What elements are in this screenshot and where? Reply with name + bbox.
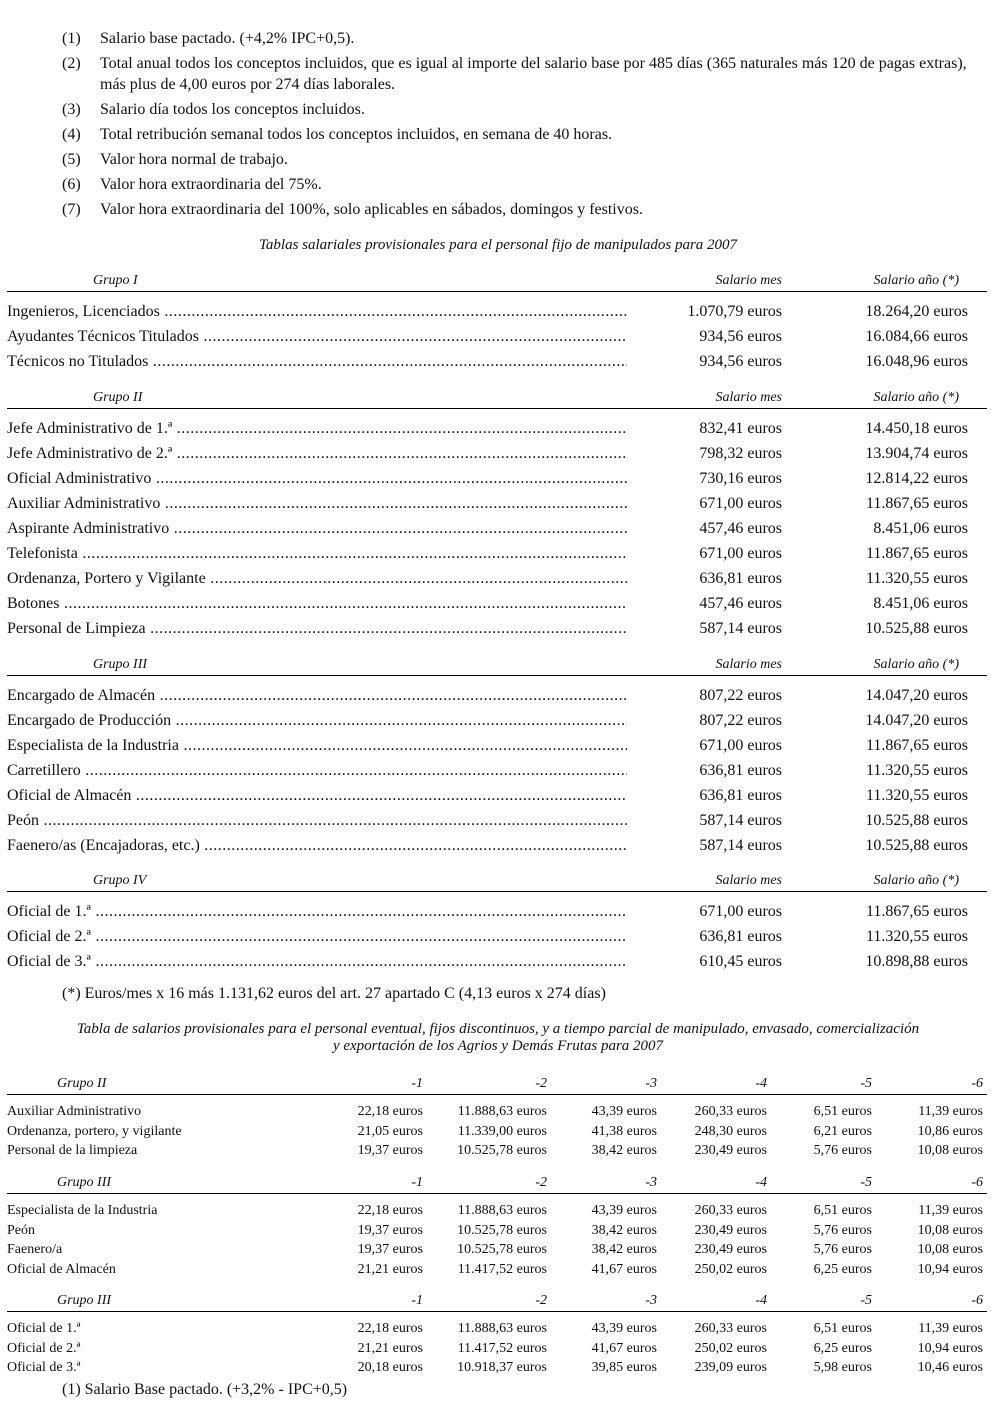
cell: 38,42 euros	[591, 1143, 657, 1158]
cell: 11.888,63 euros	[457, 1321, 547, 1336]
group-name: Grupo III	[57, 1293, 112, 1308]
note-number: (3)	[62, 101, 81, 118]
cell: 41,67 euros	[591, 1261, 657, 1277]
group-name: Grupo III	[57, 1175, 112, 1190]
salario-ano: 13.904,74 euros	[865, 445, 968, 462]
table1-group	[7, 390, 987, 644]
note-text: Total anual todos los conceptos incluidos, que es igual al importe del salario base por 485 días (365 naturales más 120 de pagas extras), más plus de 4,00 euros por 274 días laborales.	[100, 55, 967, 93]
cell: 260,33 euros	[694, 1104, 767, 1119]
salario-ano: 11.320,55 euros	[865, 762, 968, 779]
salario-ano: 10.898,88 euros	[865, 953, 968, 970]
row-label: Oficial de 3.ª	[7, 1360, 81, 1375]
salario-ano: 10.525,88 euros	[865, 812, 968, 829]
row-label: Técnicos no Titulados .....	[7, 352, 627, 371]
table1-group	[7, 273, 987, 377]
col-header-5: -5	[860, 1293, 872, 1308]
cell: 10,94 euros	[917, 1261, 983, 1277]
cell: 10.525,78 euros	[457, 1242, 547, 1257]
cell: 21,21 euros	[357, 1261, 423, 1277]
table-row	[7, 952, 987, 977]
cell: 10,46 euros	[917, 1360, 983, 1375]
salario-ano: 14.047,20 euros	[865, 712, 968, 729]
col-header-1: -1	[411, 1076, 423, 1091]
cell: 19,37 euros	[357, 1242, 423, 1257]
note-text: Valor hora extraordinaria del 75%.	[100, 176, 322, 193]
cell: 11.417,52 euros	[457, 1261, 547, 1277]
note-item	[62, 149, 987, 170]
salario-ano: 16.084,66 euros	[865, 328, 968, 345]
group-name: Grupo II	[57, 1076, 107, 1091]
note-item	[62, 99, 987, 120]
table1-footnote: (*) Euros/mes x 16 más 1.131,62 euros del art. 27 apartado C (4,13 euros x 274 días)	[62, 985, 606, 1002]
salario-ano: 14.450,18 euros	[865, 420, 968, 437]
note-number: (5)	[62, 151, 81, 168]
cell: 43,39 euros	[591, 1321, 657, 1336]
col-header-6: -6	[971, 1293, 983, 1308]
table1-group-header	[7, 873, 987, 892]
col-header-salario-ano: Salario año (*)	[873, 657, 959, 672]
col-header-4: -4	[755, 1175, 767, 1190]
col-header-1: -1	[411, 1293, 423, 1308]
salario-mes: 610,45 euros	[699, 953, 782, 970]
table2-footnote: (1) Salario Base pactado. (+3,2% - IPC+0,5)	[62, 1381, 348, 1398]
table1-caption: Tablas salariales provisionales para el personal fijo de manipulados para 2007	[258, 237, 738, 253]
row-label: Oficial de 3.ª .....	[7, 952, 627, 971]
cell: 10,08 euros	[917, 1242, 983, 1257]
col-header-salario-mes: Salario mes	[715, 657, 782, 672]
cell: 230,49 euros	[694, 1222, 767, 1238]
row-label: Oficial de 2.ª	[7, 1340, 81, 1356]
salario-mes: 1.070,79 euros	[687, 303, 782, 320]
table-row	[7, 619, 987, 644]
row-label: Oficial de 1.ª .....	[7, 902, 627, 921]
group-name: Grupo IV	[93, 873, 147, 888]
salario-mes: 636,81 euros	[699, 928, 782, 945]
cell: 5,76 euros	[813, 1242, 872, 1257]
salario-mes: 636,81 euros	[699, 787, 782, 804]
row-label: Encargado de Producción .....	[7, 711, 627, 730]
cell: 6,25 euros	[813, 1340, 872, 1356]
col-header-1: -1	[411, 1175, 423, 1190]
cell: 230,49 euros	[694, 1143, 767, 1158]
row-label: Faenero/as (Encajadoras, etc.) .....	[7, 836, 627, 855]
note-item	[62, 28, 987, 49]
row-label: Peón .....	[7, 811, 627, 830]
cell: 38,42 euros	[591, 1222, 657, 1238]
group-name: Grupo III	[93, 657, 148, 672]
row-label: Botones .....	[7, 594, 627, 613]
salario-ano: 11.867,65 euros	[865, 495, 968, 512]
salario-ano: 11.867,65 euros	[865, 903, 968, 920]
cell: 10,08 euros	[917, 1222, 983, 1238]
table1-group-header	[7, 273, 987, 292]
col-header-2: -2	[535, 1175, 547, 1190]
note-text: Valor hora normal de trabajo.	[100, 151, 288, 168]
row-label: Oficial de Almacén .....	[7, 786, 627, 805]
note-text: Valor hora extraordinaria del 100%, solo aplicables en sábados, domingos y festivos.	[100, 201, 643, 218]
table2-caption	[0, 1021, 996, 1055]
table-row	[7, 786, 987, 811]
col-header-salario-mes: Salario mes	[715, 873, 782, 888]
row-label: Oficial de 2.ª .....	[7, 927, 627, 946]
cell: 230,49 euros	[694, 1242, 767, 1257]
cell: 6,51 euros	[813, 1104, 872, 1119]
table-row	[7, 469, 987, 494]
salario-ano: 10.525,88 euros	[865, 620, 968, 637]
row-label: Ordenanza, Portero y Vigilante .....	[7, 569, 627, 588]
col-header-6: -6	[971, 1076, 983, 1091]
note-number: (1)	[62, 30, 81, 47]
table-row	[7, 352, 987, 377]
row-label: Especialista de la Industria .....	[7, 736, 627, 755]
col-header-6: -6	[971, 1175, 983, 1190]
col-header-2: -2	[535, 1293, 547, 1308]
salario-ano: 14.047,20 euros	[865, 687, 968, 704]
cell: 19,37 euros	[357, 1222, 423, 1238]
row-label: Especialista de la Industria	[7, 1203, 158, 1218]
table2-group-header	[7, 1175, 987, 1194]
cell: 10.918,37 euros	[457, 1360, 547, 1375]
cell: 239,09 euros	[694, 1360, 767, 1375]
cell: 6,51 euros	[813, 1321, 872, 1336]
table2-group	[7, 1293, 987, 1379]
table-row	[7, 686, 987, 711]
cell: 5,98 euros	[813, 1360, 872, 1375]
salario-mes: 671,00 euros	[699, 737, 782, 754]
note-number: (7)	[62, 201, 81, 218]
group-name: Grupo I	[93, 273, 138, 288]
note-text: Salario día todos los conceptos incluidos.	[100, 101, 365, 118]
col-header-5: -5	[860, 1175, 872, 1190]
salario-ano: 16.048,96 euros	[865, 353, 968, 370]
row-label: Oficial de Almacén	[7, 1261, 116, 1277]
row-label: Jefe Administrativo de 1.ª .....	[7, 419, 627, 438]
row-label: Telefonista .....	[7, 544, 627, 563]
table2-caption-line2: y exportación de los Agrios y Demás Frutas para 2007	[332, 1038, 664, 1054]
col-header-2: -2	[535, 1076, 547, 1091]
group-name: Grupo II	[93, 390, 143, 405]
salario-ano: 8.451,06 euros	[873, 595, 968, 612]
table-row	[7, 902, 987, 927]
table-row	[7, 1142, 987, 1162]
col-header-salario-ano: Salario año (*)	[873, 873, 959, 888]
cell: 11.888,63 euros	[457, 1203, 547, 1218]
cell: 5,76 euros	[813, 1143, 872, 1158]
row-label: Personal de la limpieza	[7, 1143, 138, 1158]
col-header-5: -5	[860, 1076, 872, 1091]
salario-ano: 11.320,55 euros	[865, 928, 968, 945]
table-row	[7, 519, 987, 544]
row-label: Jefe Administrativo de 2.ª .....	[7, 444, 627, 463]
salario-mes: 671,00 euros	[699, 903, 782, 920]
row-label: Carretillero .....	[7, 761, 627, 780]
cell: 6,21 euros	[813, 1123, 872, 1139]
note-text: Salario base pactado. (+4,2% IPC+0,5).	[100, 30, 355, 47]
table-row	[7, 494, 987, 519]
row-label: Encargado de Almacén .....	[7, 686, 627, 705]
cell: 21,05 euros	[357, 1123, 423, 1139]
cell: 260,33 euros	[694, 1321, 767, 1336]
salario-mes: 807,22 euros	[699, 712, 782, 729]
cell: 41,67 euros	[591, 1340, 657, 1356]
row-label: Personal de Limpieza .....	[7, 619, 627, 638]
salario-ano: 18.264,20 euros	[865, 303, 968, 320]
table1-group-header	[7, 657, 987, 676]
note-item	[62, 199, 987, 220]
cell: 22,18 euros	[357, 1104, 423, 1119]
col-header-4: -4	[755, 1076, 767, 1091]
salario-mes: 587,14 euros	[699, 837, 782, 854]
table2-group	[7, 1175, 987, 1280]
cell: 11.417,52 euros	[457, 1340, 547, 1356]
cell: 6,25 euros	[813, 1261, 872, 1277]
table-row	[7, 1202, 987, 1222]
table1-group	[7, 657, 987, 861]
table-row	[7, 761, 987, 786]
table-row	[7, 1340, 987, 1360]
note-text: Total retribución semanal todos los conceptos incluidos, en semana de 40 horas.	[100, 126, 613, 143]
cell: 10,08 euros	[917, 1143, 983, 1158]
row-label: Auxiliar Administrativo	[7, 1104, 142, 1119]
salario-mes: 934,56 euros	[699, 353, 782, 370]
note-item	[62, 124, 987, 145]
row-label: Ayudantes Técnicos Titulados .....	[7, 327, 627, 346]
note-number: (2)	[62, 55, 81, 72]
table2-group-header	[7, 1076, 987, 1095]
cell: 22,18 euros	[357, 1203, 423, 1218]
table-row	[7, 811, 987, 836]
row-label: Oficial de 1.ª	[7, 1321, 81, 1336]
salario-mes: 457,46 euros	[699, 520, 782, 537]
salario-ano: 11.867,65 euros	[865, 737, 968, 754]
col-header-salario-ano: Salario año (*)	[873, 273, 959, 288]
col-header-salario-ano: Salario año (*)	[873, 390, 959, 405]
cell: 248,30 euros	[694, 1123, 767, 1139]
table-row	[7, 569, 987, 594]
cell: 43,39 euros	[591, 1104, 657, 1119]
row-label: Auxiliar Administrativo .....	[7, 494, 627, 513]
table-row	[7, 1359, 987, 1379]
col-header-3: -3	[645, 1076, 657, 1091]
row-label: Ingenieros, Licenciados .....	[7, 302, 627, 321]
table-row	[7, 927, 987, 952]
note-number: (6)	[62, 176, 81, 193]
cell: 11,39 euros	[918, 1321, 983, 1336]
cell: 39,85 euros	[591, 1360, 657, 1375]
cell: 250,02 euros	[694, 1340, 767, 1356]
row-label: Peón	[7, 1222, 35, 1238]
salario-mes: 457,46 euros	[699, 595, 782, 612]
table-row	[7, 711, 987, 736]
cell: 10,94 euros	[917, 1340, 983, 1356]
row-label: Aspirante Administrativo .....	[7, 519, 627, 538]
table-row	[7, 1103, 987, 1123]
cell: 11.888,63 euros	[457, 1104, 547, 1119]
table-row	[7, 444, 987, 469]
table-row	[7, 1241, 987, 1261]
salario-ano: 12.814,22 euros	[865, 470, 968, 487]
notes-list	[62, 28, 987, 224]
cell: 22,18 euros	[357, 1321, 423, 1336]
cell: 10.525,78 euros	[457, 1143, 547, 1158]
table-row	[7, 1320, 987, 1340]
cell: 5,76 euros	[813, 1222, 872, 1238]
cell: 11,39 euros	[918, 1203, 983, 1218]
table-row	[7, 419, 987, 444]
salario-mes: 807,22 euros	[699, 687, 782, 704]
table-row	[7, 1222, 987, 1242]
salario-mes: 671,00 euros	[699, 545, 782, 562]
cell: 10.525,78 euros	[457, 1222, 547, 1238]
salario-mes: 671,00 euros	[699, 495, 782, 512]
note-number: (4)	[62, 126, 81, 143]
salario-ano: 11.320,55 euros	[865, 570, 968, 587]
table-row	[7, 736, 987, 761]
table-row	[7, 1123, 987, 1143]
table1-group	[7, 873, 987, 977]
table2-caption-line1: Tabla de salarios provisionales para el personal eventual, fijos discontinuos, y a tiempo parcial de manipulado, envasado, comercialización	[76, 1021, 920, 1037]
cell: 10,86 euros	[917, 1123, 983, 1139]
salario-mes: 636,81 euros	[699, 762, 782, 779]
table-row	[7, 836, 987, 861]
table-row	[7, 1261, 987, 1281]
table-row	[7, 327, 987, 352]
cell: 20,18 euros	[357, 1360, 423, 1375]
salario-mes: 587,14 euros	[699, 620, 782, 637]
table-row	[7, 302, 987, 327]
row-label: Oficial Administrativo .....	[7, 469, 627, 488]
cell: 43,39 euros	[591, 1203, 657, 1218]
col-header-salario-mes: Salario mes	[715, 273, 782, 288]
table-row	[7, 544, 987, 569]
salario-ano: 10.525,88 euros	[865, 837, 968, 854]
table2-group-header	[7, 1293, 987, 1312]
salario-mes: 730,16 euros	[699, 470, 782, 487]
col-header-3: -3	[645, 1175, 657, 1190]
salario-mes: 934,56 euros	[699, 328, 782, 345]
salario-mes: 587,14 euros	[699, 812, 782, 829]
col-header-salario-mes: Salario mes	[715, 390, 782, 405]
salario-ano: 11.867,65 euros	[865, 545, 968, 562]
note-item	[62, 53, 987, 95]
col-header-3: -3	[645, 1293, 657, 1308]
table2-group	[7, 1076, 987, 1162]
cell: 11.339,00 euros	[457, 1123, 547, 1139]
salario-mes: 636,81 euros	[699, 570, 782, 587]
cell: 41,38 euros	[591, 1123, 657, 1139]
note-item	[62, 174, 987, 195]
salario-ano: 11.320,55 euros	[865, 787, 968, 804]
row-label: Ordenanza, portero, y vigilante	[7, 1123, 182, 1139]
cell: 21,21 euros	[357, 1340, 423, 1356]
table1-group-header	[7, 390, 987, 409]
cell: 38,42 euros	[591, 1242, 657, 1257]
cell: 250,02 euros	[694, 1261, 767, 1277]
salario-ano: 8.451,06 euros	[873, 520, 968, 537]
cell: 6,51 euros	[813, 1203, 872, 1218]
table-row	[7, 594, 987, 619]
salario-mes: 832,41 euros	[699, 420, 782, 437]
cell: 19,37 euros	[357, 1143, 423, 1158]
cell: 260,33 euros	[694, 1203, 767, 1218]
salario-mes: 798,32 euros	[699, 445, 782, 462]
col-header-4: -4	[755, 1293, 767, 1308]
row-label: Faenero/a	[7, 1242, 63, 1257]
cell: 11,39 euros	[918, 1104, 983, 1119]
